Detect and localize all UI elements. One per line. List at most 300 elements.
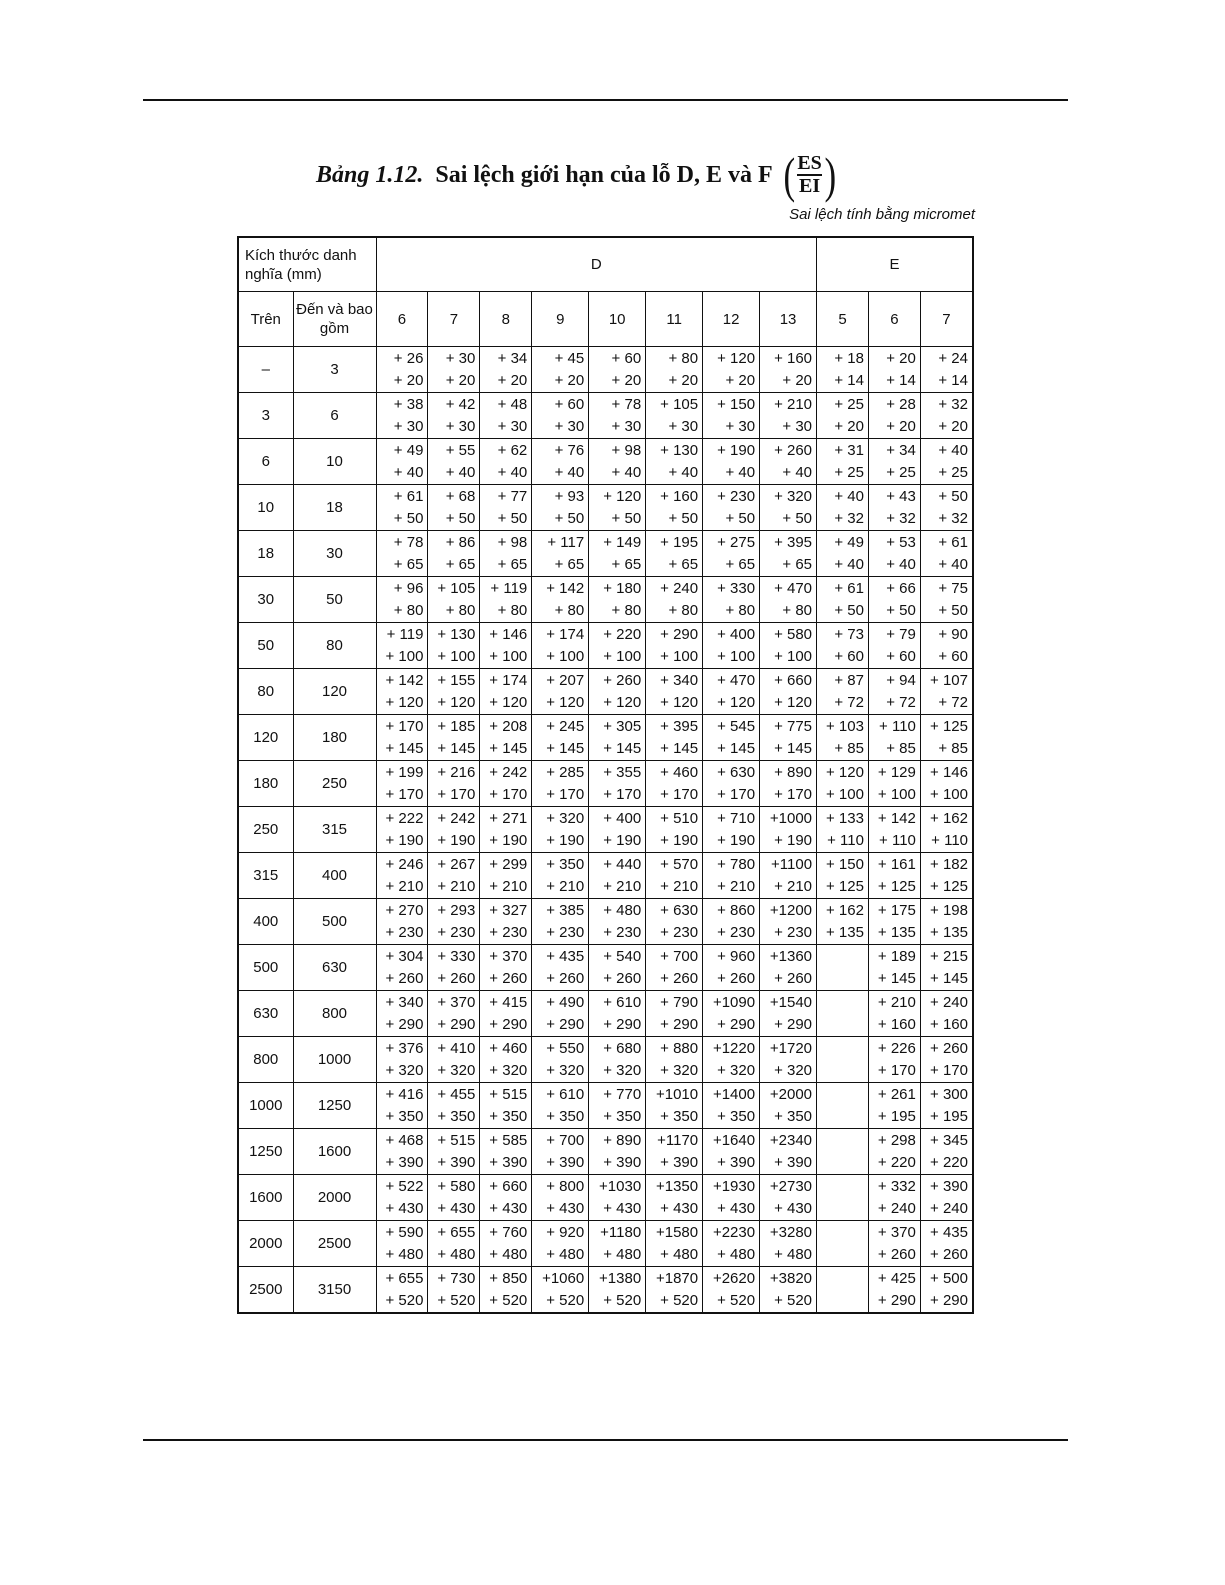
lower-deviation-ei: + 50 [497,509,528,527]
lower-deviation-ei: + 65 [445,555,476,573]
lower-deviation-ei: + 350 [489,1107,528,1125]
deviation-cell [646,1175,703,1221]
upper-deviation-es: + 207 [546,671,585,689]
deviation-cell [868,439,920,485]
upper-deviation-es: + 130 [437,625,476,643]
upper-deviation-es: + 400 [717,625,756,643]
upper-deviation-es: + 290 [660,625,699,643]
table-row [238,853,973,899]
upper-deviation-es: + 260 [774,441,813,459]
lower-deviation-ei: + 260 [717,969,756,987]
deviation-cell [589,623,646,669]
to-header: Đến và bao gồm [293,292,376,347]
lower-deviation-ei: + 350 [717,1107,756,1125]
upper-deviation-es: + 133 [825,809,864,827]
size-from: 30 [238,577,293,623]
upper-deviation-es: +1220 [712,1039,756,1057]
deviation-cell [920,807,973,853]
table-row [238,1175,973,1221]
upper-deviation-es: + 242 [489,763,528,781]
lower-deviation-ei: + 290 [603,1015,642,1033]
upper-deviation-es: + 376 [385,1039,424,1057]
size-from: 1600 [238,1175,293,1221]
deviation-cell [817,899,869,945]
lower-deviation-ei [817,1290,864,1312]
size-to: 250 [293,761,376,807]
upper-deviation-es: + 305 [603,717,642,735]
lower-deviation-ei: + 14 [938,371,968,389]
deviation-cell [646,761,703,807]
deviation-cell [646,577,703,623]
lower-deviation-ei: + 160 [877,1015,916,1033]
deviation-cell [532,393,589,439]
deviation-cell [428,531,480,577]
upper-deviation-es: + 425 [877,1269,916,1287]
lower-deviation-ei: + 320 [774,1061,813,1079]
upper-deviation-es: + 61 [938,533,968,551]
size-from: 6 [238,439,293,485]
deviation-cell [532,761,589,807]
upper-deviation-es: + 585 [489,1131,528,1149]
table-row [238,1129,973,1175]
upper-deviation-es: + 150 [717,395,756,413]
upper-deviation-es: + 34 [497,349,528,367]
lower-deviation-ei: + 160 [930,1015,968,1033]
deviation-cell [646,393,703,439]
lower-deviation-ei: + 65 [497,555,528,573]
deviation-cell [817,1175,869,1221]
deviation-cell [532,853,589,899]
upper-deviation-es: + 370 [877,1223,916,1241]
deviation-cell [703,899,760,945]
deviation-cell [646,807,703,853]
upper-deviation-es: +2730 [769,1177,813,1195]
upper-deviation-es: + 210 [774,395,813,413]
lower-deviation-ei: + 80 [782,601,813,619]
deviation-cell [703,1175,760,1221]
upper-deviation-es: + 240 [660,579,699,597]
deviation-cell [532,945,589,991]
upper-deviation-es: + 655 [437,1223,476,1241]
lower-deviation-ei: + 40 [886,555,916,573]
lower-deviation-ei: + 190 [546,831,585,849]
deviation-cell [760,669,817,715]
upper-deviation-es: + 700 [546,1131,585,1149]
size-from: 2500 [238,1267,293,1314]
lower-deviation-ei [817,1244,864,1266]
upper-deviation-es: + 48 [497,395,528,413]
deviation-cell [646,439,703,485]
upper-deviation-es: + 170 [385,717,424,735]
grade-header: 9 [532,292,589,347]
lower-deviation-ei: + 210 [660,877,699,895]
upper-deviation-es: + 18 [834,349,864,367]
deviation-cell [589,439,646,485]
upper-deviation-es: +1000 [769,809,813,827]
upper-deviation-es: + 680 [603,1039,642,1057]
deviation-cell [532,1129,589,1175]
upper-deviation-es: + 860 [717,901,756,919]
upper-deviation-es: + 216 [437,763,476,781]
upper-deviation-es [817,1222,864,1244]
size-to: 80 [293,623,376,669]
lower-deviation-ei: + 190 [437,831,476,849]
lower-deviation-ei: + 520 [603,1291,642,1309]
size-to: 315 [293,807,376,853]
deviation-cell [703,807,760,853]
upper-deviation-es: + 66 [886,579,916,597]
upper-deviation-es: + 75 [938,579,968,597]
upper-deviation-es: + 370 [437,993,476,1011]
lower-deviation-ei: + 480 [774,1245,813,1263]
deviation-cell [532,899,589,945]
upper-deviation-es: +1180 [600,1223,642,1241]
table-row [238,1037,973,1083]
lower-deviation-ei: + 520 [660,1291,699,1309]
lower-deviation-ei: + 430 [660,1199,699,1217]
lower-deviation-ei: + 120 [437,693,476,711]
deviation-cell [428,991,480,1037]
upper-deviation-es: +2000 [769,1085,813,1103]
deviation-cell [480,623,532,669]
size-from: 1000 [238,1083,293,1129]
table-row [238,669,973,715]
deviation-cell [376,393,428,439]
lower-deviation-ei: + 85 [834,739,864,757]
upper-deviation-es: + 119 [490,579,528,597]
upper-deviation-es: + 120 [825,763,864,781]
lower-deviation-ei: + 170 [930,1061,968,1079]
upper-deviation-es: + 210 [877,993,916,1011]
size-to: 2000 [293,1175,376,1221]
upper-deviation-es: + 162 [825,901,864,919]
lower-deviation-ei: + 260 [930,1245,968,1263]
deviation-cell [428,439,480,485]
upper-deviation-es: + 38 [393,395,424,413]
deviation-cell [703,623,760,669]
deviation-cell [428,1175,480,1221]
upper-deviation-es: + 98 [611,441,642,459]
deviation-cell [868,715,920,761]
lower-deviation-ei [817,1198,864,1220]
grade-header: 6 [376,292,428,347]
size-to: 800 [293,991,376,1037]
deviation-cell [920,1267,973,1314]
lower-deviation-ei: + 72 [886,693,916,711]
upper-deviation-es: + 850 [489,1269,528,1287]
deviation-cell [920,347,973,393]
upper-deviation-es: +1930 [712,1177,756,1195]
deviation-cell [589,577,646,623]
upper-deviation-es: + 195 [660,533,699,551]
lower-deviation-ei: + 480 [546,1245,585,1263]
deviation-cell [920,531,973,577]
upper-deviation-es: +1030 [599,1177,642,1195]
table-row [238,715,973,761]
deviation-cell [817,1267,869,1314]
table-row [238,761,973,807]
from-header: Trên [238,292,293,347]
upper-deviation-es: + 32 [938,395,968,413]
upper-deviation-es: + 890 [603,1131,642,1149]
deviation-cell [868,1267,920,1314]
deviation-cell [532,1175,589,1221]
upper-deviation-es [817,1084,864,1106]
upper-deviation-es: + 790 [660,993,699,1011]
lower-deviation-ei: + 290 [717,1015,756,1033]
lower-deviation-ei [817,1106,864,1128]
deviation-cell [868,991,920,1037]
lower-deviation-ei: + 40 [725,463,756,481]
deviation-cell [646,1083,703,1129]
deviation-cell [920,991,973,1037]
lower-deviation-ei: + 230 [489,923,528,941]
size-to: 18 [293,485,376,531]
size-to: 3 [293,347,376,393]
lower-deviation-ei: + 260 [437,969,476,987]
upper-deviation-es: + 550 [546,1039,585,1057]
lower-deviation-ei: + 210 [437,877,476,895]
group-header-e: E [817,237,973,292]
upper-deviation-es: + 545 [717,717,756,735]
upper-deviation-es: +1640 [712,1131,756,1149]
lower-deviation-ei: + 430 [546,1199,585,1217]
lower-deviation-ei: + 40 [834,555,864,573]
lower-deviation-ei: + 145 [877,969,916,987]
lower-deviation-ei: + 390 [660,1153,699,1171]
deviation-cell [589,991,646,1037]
lower-deviation-ei: + 430 [437,1199,476,1217]
deviation-cell [589,761,646,807]
deviation-cell [428,669,480,715]
deviation-cell [817,577,869,623]
lower-deviation-ei: + 100 [825,785,864,803]
lower-deviation-ei: + 145 [717,739,756,757]
upper-deviation-es: + 98 [497,533,528,551]
deviation-cell [703,577,760,623]
lower-deviation-ei: + 40 [782,463,813,481]
upper-deviation-es: + 142 [546,579,585,597]
deviation-cell [760,807,817,853]
upper-deviation-es: + 242 [437,809,476,827]
lower-deviation-ei: + 430 [385,1199,424,1217]
upper-deviation-es: + 660 [774,671,813,689]
upper-deviation-es: +1400 [712,1085,756,1103]
deviation-cell [817,1129,869,1175]
upper-deviation-es: + 107 [930,671,968,689]
lower-deviation-ei: + 20 [782,371,813,389]
deviation-cell [760,761,817,807]
deviation-cell [817,1083,869,1129]
upper-deviation-es: + 320 [774,487,813,505]
grade-header: 7 [920,292,973,347]
deviation-cell [589,485,646,531]
deviation-cell [376,761,428,807]
upper-deviation-es: + 105 [660,395,699,413]
lower-deviation-ei: + 125 [825,877,864,895]
lower-deviation-ei: + 190 [603,831,642,849]
size-from: 80 [238,669,293,715]
bottom-rule [143,1439,1068,1441]
upper-deviation-es: + 93 [554,487,585,505]
upper-deviation-es: + 880 [660,1039,699,1057]
lower-deviation-ei: + 30 [554,417,585,435]
deviation-cell [428,1221,480,1267]
lower-deviation-ei: + 72 [834,693,864,711]
upper-deviation-es [817,1038,864,1060]
lower-deviation-ei: + 120 [385,693,424,711]
upper-deviation-es: + 198 [930,901,968,919]
lower-deviation-ei: + 480 [437,1245,476,1263]
upper-deviation-es: + 332 [877,1177,916,1195]
upper-deviation-es: + 45 [554,349,585,367]
upper-deviation-es: + 610 [603,993,642,1011]
deviation-cell [428,1129,480,1175]
lower-deviation-ei: + 290 [660,1015,699,1033]
upper-deviation-es: + 61 [393,487,424,505]
deviation-cell [703,485,760,531]
lower-deviation-ei: + 50 [668,509,699,527]
lower-deviation-ei [817,1060,864,1082]
es-ei-fraction: ( ES EI ) [783,147,836,203]
upper-deviation-es: + 355 [603,763,642,781]
size-from: 315 [238,853,293,899]
deviation-cell [703,715,760,761]
lower-deviation-ei: + 60 [938,647,968,665]
deviation-cell [376,439,428,485]
lower-deviation-ei: + 120 [546,693,585,711]
deviation-cell [817,1037,869,1083]
lower-deviation-ei: + 145 [660,739,699,757]
deviation-cell [376,1129,428,1175]
lower-deviation-ei: + 195 [877,1107,916,1125]
size-from: 400 [238,899,293,945]
lower-deviation-ei: + 85 [938,739,968,757]
lower-deviation-ei: + 20 [938,417,968,435]
deviation-cell [920,853,973,899]
upper-deviation-es: + 515 [489,1085,528,1103]
upper-deviation-es: + 410 [437,1039,476,1057]
size-header: Kích thước danh nghĩa (mm) [238,237,376,292]
upper-deviation-es: +1380 [599,1269,642,1287]
upper-deviation-es: + 49 [834,533,864,551]
upper-deviation-es: + 96 [393,579,424,597]
deviation-cell [376,347,428,393]
deviation-cell [428,393,480,439]
deviation-cell [480,853,532,899]
upper-deviation-es: + 435 [930,1223,968,1241]
lower-deviation-ei: + 100 [717,647,756,665]
upper-deviation-es: + 220 [603,625,642,643]
deviation-cell [589,1129,646,1175]
deviation-cell [532,1267,589,1314]
deviation-cell [480,899,532,945]
deviation-cell [920,439,973,485]
deviation-cell [868,347,920,393]
deviation-cell [703,1083,760,1129]
upper-deviation-es: + 470 [774,579,813,597]
grade-header: 5 [817,292,869,347]
lower-deviation-ei [817,1014,864,1036]
upper-deviation-es: +1060 [542,1269,585,1287]
upper-deviation-es: + 320 [546,809,585,827]
deviation-cell [480,807,532,853]
lower-deviation-ei: + 40 [554,463,585,481]
upper-deviation-es: + 24 [938,349,968,367]
deviation-cell [817,1221,869,1267]
lower-deviation-ei: + 230 [385,923,424,941]
upper-deviation-es: + 40 [938,441,968,459]
deviation-cell [376,1221,428,1267]
deviation-cell [480,715,532,761]
lower-deviation-ei: + 80 [445,601,476,619]
lower-deviation-ei: + 210 [489,877,528,895]
deviation-cell [760,853,817,899]
upper-deviation-es: + 142 [877,809,916,827]
lower-deviation-ei: + 40 [445,463,476,481]
lower-deviation-ei: + 20 [886,417,916,435]
lower-deviation-ei: + 65 [668,555,699,573]
upper-deviation-es: +3820 [769,1269,813,1287]
upper-deviation-es: + 800 [546,1177,585,1195]
lower-deviation-ei: + 50 [782,509,813,527]
upper-deviation-es: + 61 [834,579,864,597]
deviation-cell [760,577,817,623]
upper-deviation-es: + 580 [774,625,813,643]
lower-deviation-ei: + 25 [938,463,968,481]
size-to: 1600 [293,1129,376,1175]
upper-deviation-es: + 77 [497,487,528,505]
upper-deviation-es: + 960 [717,947,756,965]
deviation-cell [428,945,480,991]
upper-deviation-es: +1580 [655,1223,699,1241]
deviation-cell [868,1129,920,1175]
lower-deviation-ei: + 210 [717,877,756,895]
upper-deviation-es: +1870 [655,1269,699,1287]
lower-deviation-ei: + 320 [489,1061,528,1079]
lower-deviation-ei: + 210 [385,877,424,895]
lower-deviation-ei: + 20 [725,371,756,389]
lower-deviation-ei: + 480 [603,1245,642,1263]
top-rule [143,99,1068,101]
deviation-cell [532,577,589,623]
deviation-cell [760,347,817,393]
lower-deviation-ei: + 50 [611,509,642,527]
lower-deviation-ei: + 30 [445,417,476,435]
lower-deviation-ei: + 350 [546,1107,585,1125]
upper-deviation-es: + 68 [445,487,476,505]
deviation-cell [646,1037,703,1083]
deviation-cell [480,1267,532,1314]
deviation-cell [428,1037,480,1083]
upper-deviation-es: + 49 [393,441,424,459]
lower-deviation-ei: + 240 [930,1199,968,1217]
deviation-cell [760,623,817,669]
deviation-cell [760,1083,817,1129]
upper-deviation-es: + 26 [393,349,424,367]
size-from: – [238,347,293,393]
upper-deviation-es: + 260 [603,671,642,689]
lower-deviation-ei: + 80 [497,601,528,619]
upper-deviation-es: + 160 [660,487,699,505]
lower-deviation-ei: + 260 [660,969,699,987]
upper-deviation-es: + 125 [930,717,968,735]
size-to: 3150 [293,1267,376,1314]
upper-deviation-es: + 267 [437,855,476,873]
lower-deviation-ei: + 80 [393,601,424,619]
deviation-cell [589,715,646,761]
deviation-cell [760,991,817,1037]
